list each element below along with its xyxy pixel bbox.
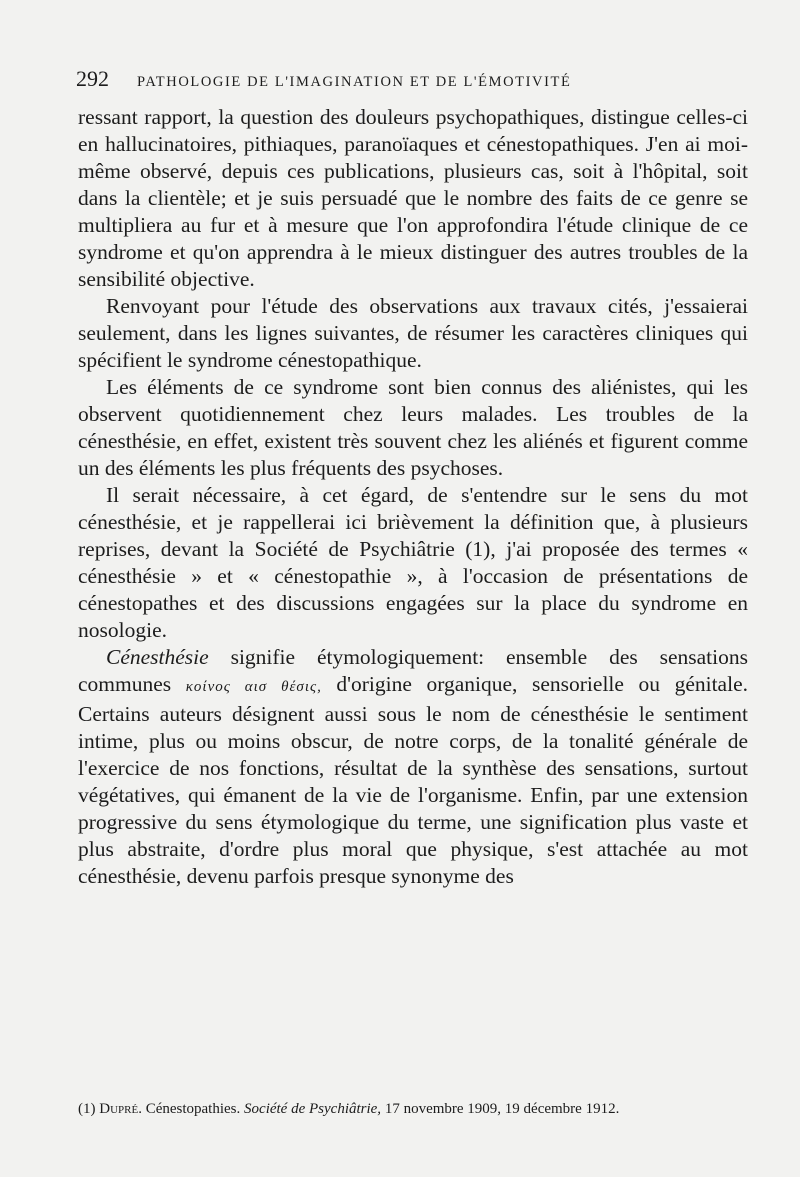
paragraph: Les éléments de ce syndrome sont bien connus des aliénistes, qui les observent quotidiennement chez leurs malades. Les troubles de la cénesthésie, en effet, existent très souvent chez les aliénés et figurent comme un des éléments les plus fréquents des psychoses. — [78, 375, 748, 480]
greek-etymology: κοίνος αισ θέσις, — [185, 679, 322, 695]
footnote-journal: Société de Psychiâtrie, — [244, 1101, 382, 1117]
footnote — [78, 1100, 750, 1119]
paragraph-definition — [78, 644, 748, 890]
definition-text-a: signifie étymologiquement: ensemble des sensations communes — [78, 645, 748, 696]
page-number: 292 — [76, 66, 109, 91]
footnote-text-b: 17 novembre 1909, 19 décembre 1912. — [384, 1101, 620, 1117]
footnote-marker: (1) — [78, 1101, 96, 1117]
paragraph-continued: ressant rapport, la question des douleurs psychopathiques, distingue celles-ci en hallucinatoires, pithiaques, paranoïaques et cénestopathiques. J'en ai moi-même observé, depuis ces publications, plusieurs cas, soit à l'hôpital, soit dans la clientèle; et je suis persuadé que le nombre des faits de ce genre se multipliera au fur et à mesure que l'on approfondira l'étude clinique de ce syndrome et qu'on apprendra à le mieux distinguer des autres troubles de la sensibilité objective. — [78, 105, 748, 291]
body-text — [78, 104, 748, 890]
footnote-text-a: Cénestopathies. — [145, 1101, 241, 1117]
definition-text-b: d'origine organique, sensorielle ou génitale. Certains auteurs désignent aussi sous le nom de cénesthésie le sentiment intime, plus ou moins obscur, de notre corps, de la tonalité générale de l'exercice de nos fonctions, résultat de la synthèse des sensations, surtout végétatives, qui émanent de la vie de l'organisme. Enfin, par une extension progressive du sens étymologique du terme, une signification plus vaste et plus abstraite, d'ordre plus moral que physique, s'est attachée au mot cénesthésie, devenu parfois presque synonyme des — [78, 672, 748, 888]
paragraph: Il serait nécessaire, à cet égard, de s'entendre sur le sens du mot cénesthésie, et je rappellerai ici brièvement la définition que, à plusieurs reprises, devant la Société de Psychiâtrie (1), j'ai proposée des termes « cénesthésie » et « cénestopathie », à l'occasion de présentations de cénestopathes et des discussions engagées sur la place du syndrome en nosologie. — [78, 483, 748, 642]
footnote-author: Dupré. — [99, 1101, 142, 1117]
page-header — [76, 66, 776, 96]
defined-term: Cénesthésie — [106, 645, 209, 669]
running-head: PATHOLOGIE DE L'IMAGINATION ET DE L'ÉMOTIVITÉ — [137, 74, 572, 90]
paragraph: Renvoyant pour l'étude des observations aux travaux cités, j'essaierai seulement, dans les lignes suivantes, de résumer les caractères cliniques qui spécifient le syndrome cénestopathique. — [78, 294, 748, 372]
